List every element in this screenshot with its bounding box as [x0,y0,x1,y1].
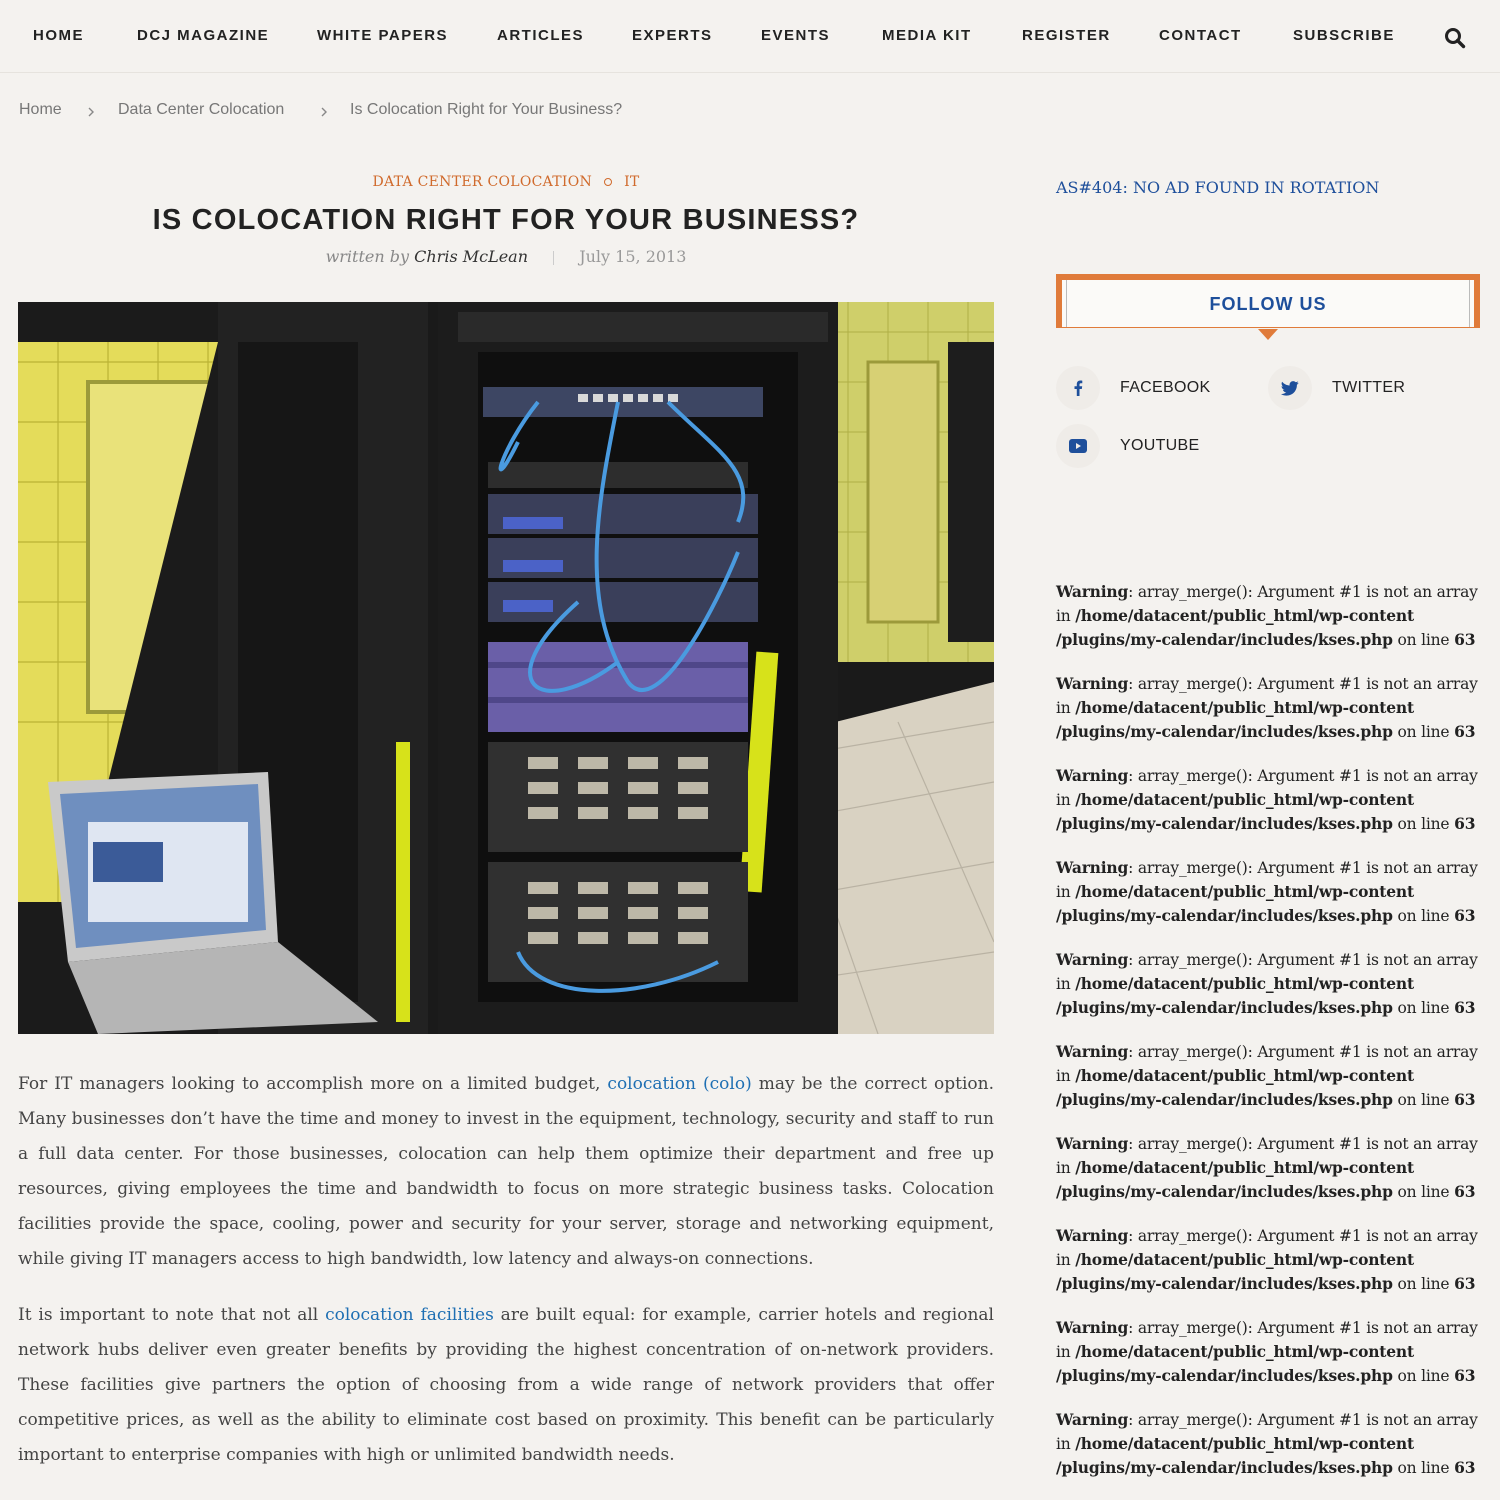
warning-path: /home/datacent/public_html/wp-content [1075,698,1414,717]
warning-line-number: 63 [1454,1274,1476,1293]
php-warning [1056,948,1486,1020]
warning-message: : array_merge(): Argument #1 is not an array in [1056,1227,1478,1269]
breadcrumb-current: Is Colocation Right for Your Business? [350,101,623,118]
category-data-center-colocation[interactable]: DATA CENTER COLOCATION [372,174,593,190]
paragraph-text: may be the correct option. Many businesses don’t have the time and money to invest in the equipment, technology, security and staff to run a full data center. For those businesses, colocation can help them optimize their department and free up resources, giving employees the time and bandwidth to focus on more strategic business tasks. Colocation facilities provide the space, cooling, power and security for your server, storage and networking equipment, while giving IT managers access to high bandwidth, low latency and always-on connections. [18,1074,994,1269]
nav-register[interactable]: REGISTER [1022,27,1111,44]
warning-line-number: 63 [1454,1090,1476,1109]
warning-path: /home/datacent/public_html/wp-content [1075,882,1414,901]
warning-label: Warning [1056,1042,1129,1061]
warning-path: /plugins/my-calendar/includes/kses.php [1056,1458,1393,1477]
warning-line-number: 63 [1454,1458,1476,1477]
warning-line-number: 63 [1454,630,1476,649]
warning-label: Warning [1056,1226,1129,1245]
warning-path: /home/datacent/public_html/wp-content [1075,974,1414,993]
php-warning [1056,856,1486,928]
nav-contact[interactable]: CONTACT [1159,27,1242,44]
warning-line-number: 63 [1454,722,1476,741]
warning-label: Warning [1056,1318,1129,1337]
warning-on-line: on line [1392,815,1455,833]
warning-message: : array_merge(): Argument #1 is not an array in [1056,675,1478,717]
warning-label: Warning [1056,950,1129,969]
nav-articles[interactable]: ARTICLES [497,27,584,44]
chevron-right-icon [87,106,95,118]
warning-message: : array_merge(): Argument #1 is not an array in [1056,1319,1478,1361]
warning-path: /plugins/my-calendar/includes/kses.php [1056,1366,1393,1385]
chevron-right-icon [320,106,328,118]
social-label: TWITTER [1332,379,1406,396]
author-link[interactable]: Chris McLean [414,247,529,266]
colocation-link[interactable]: colocation (colo) [607,1074,752,1094]
article-title: IS COLOCATION RIGHT FOR YOUR BUSINESS? [152,204,860,236]
warning-path: /home/datacent/public_html/wp-content [1075,1158,1414,1177]
warning-path: /plugins/my-calendar/includes/kses.php [1056,722,1393,741]
nav-home[interactable]: HOME [33,27,84,44]
social-facebook[interactable] [1056,366,1210,410]
nav-events[interactable]: EVENTS [761,27,831,44]
warning-path: /plugins/my-calendar/includes/kses.php [1056,1090,1393,1109]
article-paragraph-1 [18,1067,994,1277]
warning-on-line: on line [1392,631,1455,649]
facebook-icon [1056,366,1100,410]
twitter-icon [1268,366,1312,410]
nav-media-kit[interactable]: MEDIA KIT [882,27,972,44]
php-warning [1056,580,1486,652]
paragraph-text: It is important to note that not all [18,1305,326,1325]
follow-us-inner [1066,280,1470,327]
warning-on-line: on line [1392,999,1455,1017]
warning-path: /home/datacent/public_html/wp-content [1075,606,1414,625]
php-warning [1056,1224,1486,1296]
category-it[interactable]: IT [624,174,640,190]
article-categories [18,174,994,190]
warning-path: /plugins/my-calendar/includes/kses.php [1056,1182,1393,1201]
article-paragraph-2 [18,1298,994,1473]
warning-message: : array_merge(): Argument #1 is not an array in [1056,859,1478,901]
warning-path: /plugins/my-calendar/includes/kses.php [1056,998,1393,1017]
youtube-icon [1056,424,1100,468]
warning-message: : array_merge(): Argument #1 is not an array in [1056,951,1478,993]
social-youtube[interactable] [1056,424,1199,468]
warning-message: : array_merge(): Argument #1 is not an array in [1056,583,1478,625]
post-date: July 15, 2013 [579,247,687,266]
social-twitter[interactable] [1268,366,1405,410]
warning-label: Warning [1056,1134,1129,1153]
written-by-label: written by [325,247,410,266]
warning-path: /home/datacent/public_html/wp-content [1075,1342,1414,1361]
warning-line-number: 63 [1454,998,1476,1017]
search-icon[interactable] [1444,27,1466,49]
warning-line-number: 63 [1454,1182,1476,1201]
php-warning [1056,672,1486,744]
warning-on-line: on line [1392,1275,1455,1293]
php-warning [1056,1408,1486,1480]
warning-on-line: on line [1392,1459,1455,1477]
social-label: FACEBOOK [1120,379,1211,396]
warning-path: /plugins/my-calendar/includes/kses.php [1056,1274,1393,1293]
social-label: YOUTUBE [1120,437,1200,454]
warning-message: : array_merge(): Argument #1 is not an array in [1056,1411,1478,1453]
server-rack-photo [18,302,994,1034]
nav-experts[interactable]: EXPERTS [632,27,713,44]
php-warning [1056,1040,1486,1112]
warning-path: /home/datacent/public_html/wp-content [1075,1434,1414,1453]
follow-us-header [1056,274,1480,328]
warning-on-line: on line [1392,907,1455,925]
warning-line-number: 63 [1454,814,1476,833]
php-warning [1056,1132,1486,1204]
warning-path: /home/datacent/public_html/wp-content [1075,1066,1414,1085]
warning-label: Warning [1056,766,1129,785]
warning-label: Warning [1056,1410,1129,1429]
warning-label: Warning [1056,858,1129,877]
warning-on-line: on line [1392,723,1455,741]
meta-divider [553,251,554,265]
warning-path: /home/datacent/public_html/wp-content [1075,790,1414,809]
warning-message: : array_merge(): Argument #1 is not an array in [1056,1043,1478,1085]
paragraph-text: For IT managers looking to accomplish more on a limited budget, [18,1074,608,1094]
warning-path: /home/datacent/public_html/wp-content [1075,1250,1414,1269]
colocation-facilities-link[interactable]: colocation facilities [325,1305,494,1325]
php-warning [1056,764,1486,836]
ad-notice[interactable]: AS#404: NO AD FOUND IN ROTATION [1056,178,1380,197]
warning-path: /plugins/my-calendar/includes/kses.php [1056,906,1393,925]
article-meta [18,247,994,266]
nav-white-papers[interactable]: WHITE PAPERS [317,27,449,44]
warning-message: : array_merge(): Argument #1 is not an array in [1056,1135,1478,1177]
follow-us-arrow-icon [1258,329,1278,340]
warning-on-line: on line [1392,1183,1455,1201]
warning-path: /plugins/my-calendar/includes/kses.php [1056,630,1393,649]
follow-us-label: FOLLOW US [1209,294,1327,314]
breadcrumb-home[interactable]: Home [19,101,62,118]
separator-dot-icon [604,178,612,186]
warning-line-number: 63 [1454,906,1476,925]
top-nav [0,0,1500,73]
breadcrumb-category[interactable]: Data Center Colocation [118,101,285,118]
warning-message: : array_merge(): Argument #1 is not an array in [1056,767,1478,809]
php-warning [1056,1316,1486,1388]
warning-label: Warning [1056,674,1129,693]
warning-on-line: on line [1392,1367,1455,1385]
warning-label: Warning [1056,582,1129,601]
warning-path: /plugins/my-calendar/includes/kses.php [1056,814,1393,833]
warning-line-number: 63 [1454,1366,1476,1385]
warning-on-line: on line [1392,1091,1455,1109]
paragraph-text: are built equal: for example, carrier hotels and regional network hubs deliver even greater benefits by providing the highest concentration of on-network providers. These facilities give partners the option of choosing from a wide range of network providers that offer competitive prices, as well as the ability to eliminate cost based on proximity. This benefit can be particularly important to enterprise companies with high or unlimited bandwidth needs. [18,1305,994,1465]
nav-dcj-magazine[interactable]: DCJ MAGAZINE [137,27,270,44]
nav-subscribe[interactable]: SUBSCRIBE [1293,27,1395,44]
